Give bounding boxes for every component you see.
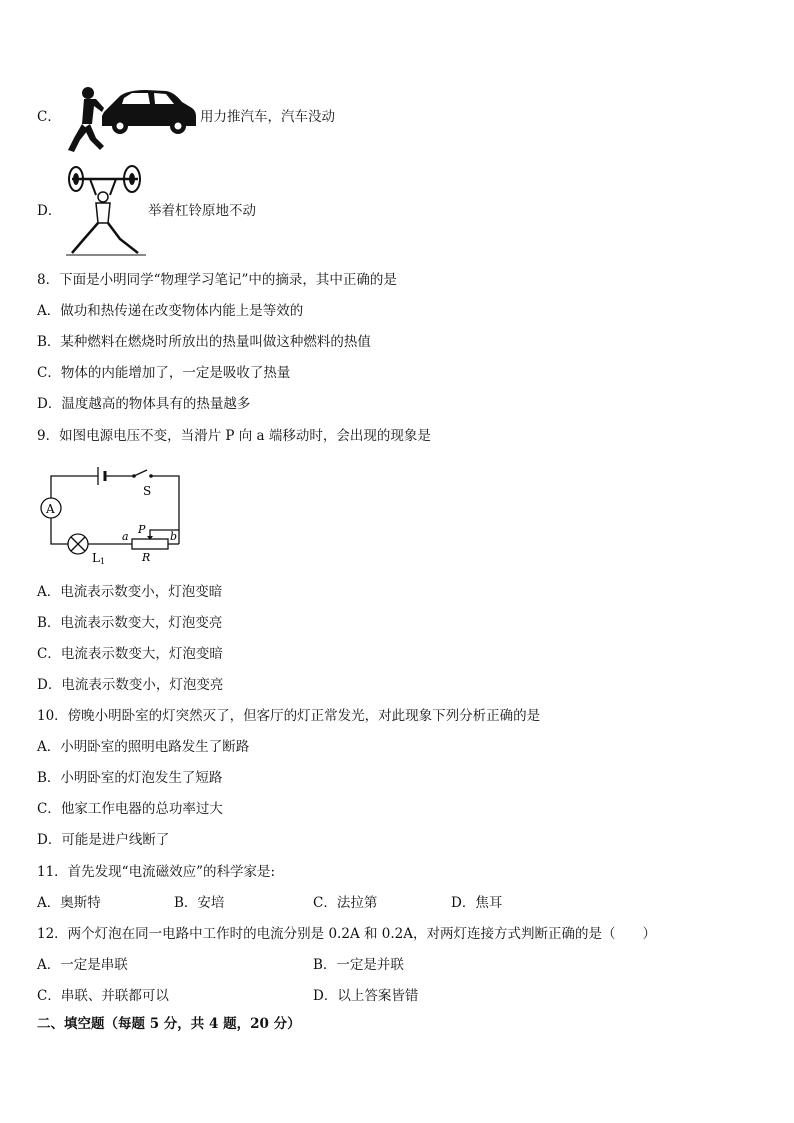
q8-option-d: D．温度越高的物体具有的热量越多 xyxy=(37,396,251,412)
end-b-label: b xyxy=(170,530,178,543)
q8-option-a: A．做功和热传递在改变物体内能上是等效的 xyxy=(37,303,304,319)
q10-option-c: C．他家工作电器的总功率过大 xyxy=(37,801,223,817)
weightlifter-holding-barbell-illustration xyxy=(62,165,148,259)
circuit-diagram xyxy=(34,460,188,566)
q11-stem: 11．首先发现“电流磁效应”的科学家是: xyxy=(37,864,276,880)
slider-label: P xyxy=(138,523,146,536)
q9-option-a: A．电流表示数变小，灯泡变暗 xyxy=(37,584,223,600)
q12-options-row-1 xyxy=(0,956,794,974)
section-2-heading: 二、填空题（每题 5 分，共 4 题，20 分） xyxy=(37,1016,301,1032)
q10-stem: 10．傍晚小明卧室的灯突然灭了，但客厅的灯正常发光，对此现象下列分析正确的是 xyxy=(37,708,541,724)
q11-option-a: A．奥斯特 xyxy=(37,895,101,911)
q7-option-c-letter: C． xyxy=(37,109,61,125)
rheostat-label: R xyxy=(142,551,151,564)
q12-option-d: D．以上答案皆错 xyxy=(313,988,419,1004)
q10-option-a: A．小明卧室的照明电路发生了断路 xyxy=(37,739,250,755)
q9-option-d: D．电流表示数变小，灯泡变亮 xyxy=(37,677,224,693)
q12-option-a: A．一定是串联 xyxy=(37,957,128,973)
q12-option-b: B．一定是并联 xyxy=(313,957,404,973)
ammeter-label: A xyxy=(46,502,55,516)
q11-option-b: B．安培 xyxy=(174,895,225,911)
q9-stem: 9．如图电源电压不变，当滑片 P 向 a 端移动时，会出现的现象是 xyxy=(37,428,431,444)
q7-option-d-letter: D． xyxy=(37,203,62,219)
q9-option-c: C．电流表示数变大，灯泡变暗 xyxy=(37,646,223,662)
switch-label: S xyxy=(143,484,152,498)
q11-option-c: C．法拉第 xyxy=(313,895,378,911)
q12-stem: 12．两个灯泡在同一电路中工作时的电流分别是 0.2A 和 0.2A，对两灯连接方式判断正确的是（ ） xyxy=(37,926,656,942)
lamp-label-subscript: 1 xyxy=(100,557,106,566)
lamp-label: L xyxy=(92,551,100,565)
person-pushing-car-illustration xyxy=(62,84,198,156)
q12-option-c: C．串联、并联都可以 xyxy=(37,988,169,1004)
end-a-label: a xyxy=(122,530,129,543)
q7-option-c-caption: 用力推汽车，汽车没动 xyxy=(200,109,335,125)
q11-options-row xyxy=(0,894,794,912)
q8-option-c: C．物体的内能增加了，一定是吸收了热量 xyxy=(37,365,291,381)
q12-options-row-2 xyxy=(0,987,794,1005)
q8-option-b: B．某种燃料在燃烧时所放出的热量叫做这种燃料的热值 xyxy=(37,334,371,350)
q7-option-d-caption: 举着杠铃原地不动 xyxy=(148,203,256,219)
q10-option-b: B．小明卧室的灯泡发生了短路 xyxy=(37,770,223,786)
q10-option-d: D．可能是进户线断了 xyxy=(37,832,170,848)
q9-option-b: B．电流表示数变大，灯泡变亮 xyxy=(37,615,223,631)
q11-option-d: D．焦耳 xyxy=(451,895,503,911)
rheostat-symbol xyxy=(132,539,168,549)
q8-stem: 8．下面是小明同学“物理学习笔记”中的摘录，其中正确的是 xyxy=(37,272,397,288)
